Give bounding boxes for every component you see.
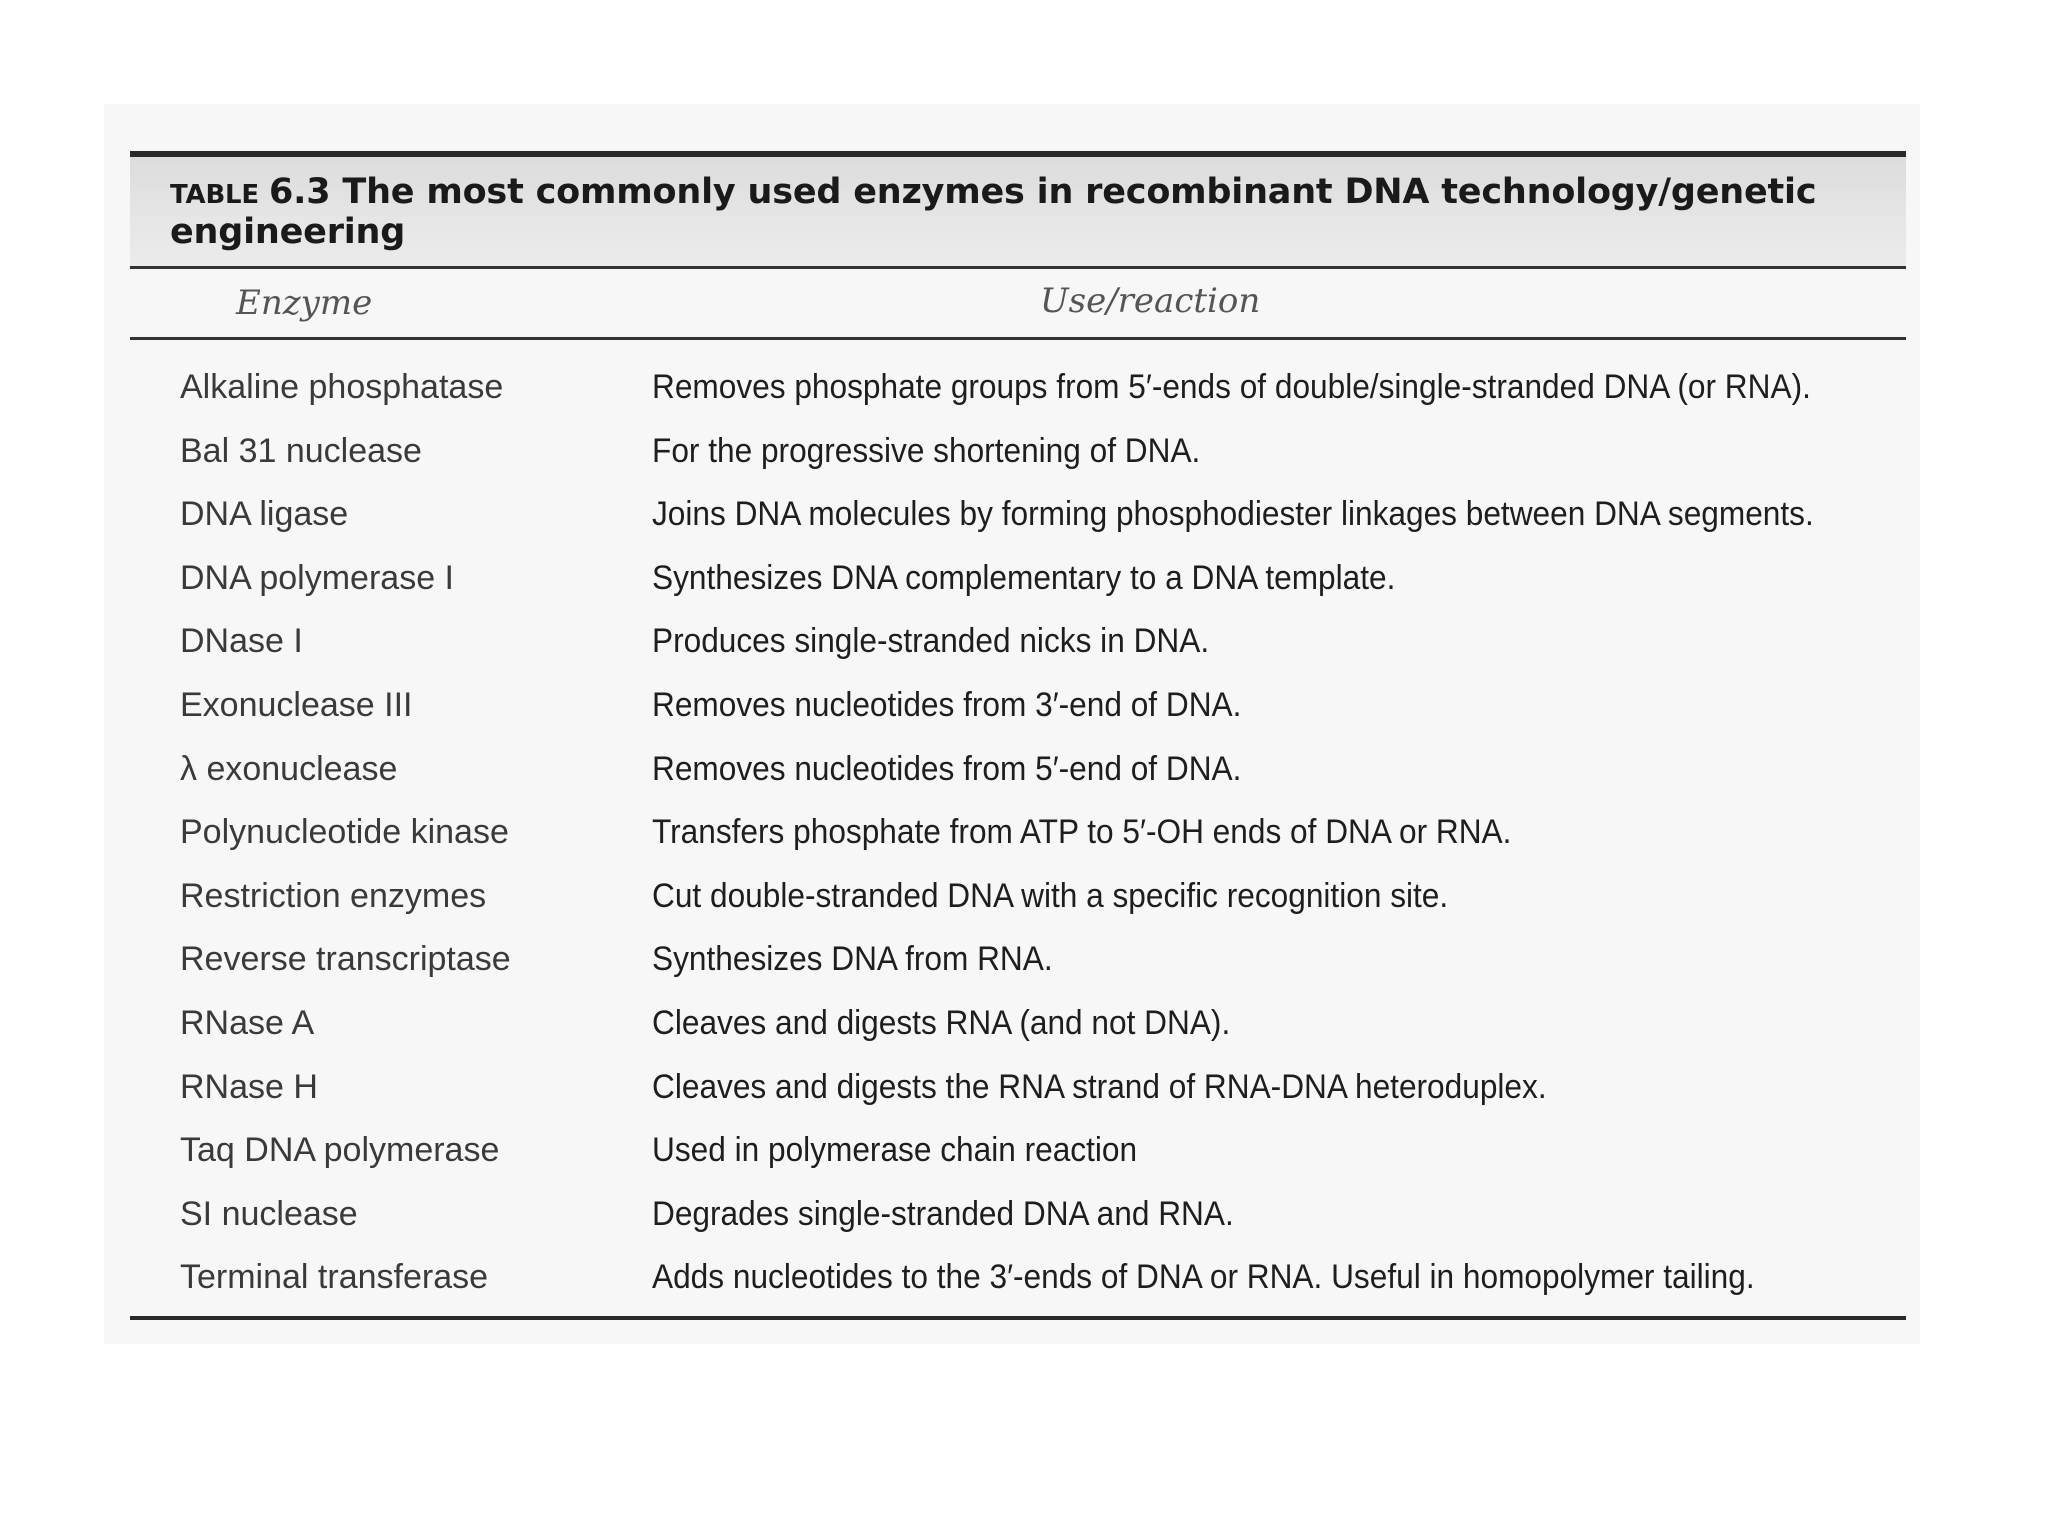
table-row: [130, 676, 1906, 740]
use-cell: Synthesizes DNA from RNA.: [652, 940, 1053, 979]
use-cell: For the progressive shortening of DNA.: [652, 431, 1201, 470]
use-cell: Synthesizes DNA complementary to a DNA template.: [652, 558, 1396, 597]
table-row: [130, 1121, 1906, 1185]
enzyme-cell: Reverse transcriptase: [180, 940, 511, 979]
table-row: [130, 358, 1906, 422]
use-cell: Cleaves and digests RNA (and not DNA).: [652, 1003, 1231, 1042]
table-row: [130, 994, 1906, 1058]
table-row: [130, 1185, 1906, 1249]
enzyme-cell: RNase A: [180, 1003, 315, 1042]
use-cell: Joins DNA molecules by forming phosphodiester linkages between DNA segments.: [652, 495, 1814, 534]
table-row: [130, 740, 1906, 804]
use-cell: Transfers phosphate from ATP to 5′-OH ends of DNA or RNA.: [652, 813, 1512, 852]
table-row: [130, 930, 1906, 994]
table-row: [130, 803, 1906, 867]
enzyme-cell: Restriction enzymes: [180, 876, 487, 915]
table-label: TABLE: [170, 179, 259, 210]
use-cell: Produces single-stranded nicks in DNA.: [652, 622, 1210, 661]
use-cell: Cut double-stranded DNA with a specific recognition site.: [652, 876, 1449, 915]
use-cell: Removes phosphate groups from 5′-ends of double/single-stranded DNA (or RNA).: [652, 368, 1811, 406]
enzyme-cell: Polynucleotide kinase: [180, 813, 509, 852]
enzyme-cell: Exonuclease III: [180, 685, 413, 724]
table-row: [130, 422, 1906, 486]
table-title-band: [130, 157, 1906, 266]
use-cell: Removes nucleotides from 5′-end of DNA.: [652, 749, 1242, 788]
table-row: [130, 1248, 1906, 1312]
column-header-enzyme: Enzyme: [236, 283, 373, 323]
use-cell: Degrades single-stranded DNA and RNA.: [652, 1194, 1234, 1233]
column-header-use: Use/reaction: [1040, 281, 1261, 321]
table-number: 6.3: [269, 171, 331, 212]
table-header: [130, 269, 1906, 337]
table-title: [170, 172, 1906, 252]
enzyme-cell: Taq DNA polymerase: [180, 1131, 500, 1170]
enzyme-cell: DNase I: [180, 622, 303, 661]
table-row: [130, 612, 1906, 676]
use-cell: Adds nucleotides to the 3′-ends of DNA or RNA. Useful in homopolymer tailing.: [652, 1258, 1755, 1297]
enzyme-cell: RNase H: [180, 1067, 318, 1106]
table-row: [130, 867, 1906, 931]
enzyme-cell: DNA ligase: [180, 495, 349, 534]
enzyme-cell: λ exonuclease: [180, 749, 398, 788]
use-cell: Used in polymerase chain reaction: [652, 1131, 1138, 1170]
table-row: [130, 549, 1906, 613]
table-row: [130, 1058, 1906, 1122]
enzyme-cell: SI nuclease: [180, 1194, 358, 1233]
enzyme-cell: DNA polymerase I: [180, 558, 454, 597]
table-bottom-rule: [130, 1316, 1906, 1320]
use-cell: Removes nucleotides from 3′-end of DNA.: [652, 685, 1242, 724]
table-body: [130, 340, 1906, 1312]
enzyme-cell: Alkaline phosphatase: [180, 368, 504, 406]
enzyme-table: [130, 151, 1906, 1320]
enzyme-cell: Terminal transferase: [180, 1258, 489, 1297]
enzyme-cell: Bal 31 nuclease: [180, 431, 422, 470]
table-caption: The most commonly used enzymes in recombinant DNA technology/genetic engineering: [170, 171, 1817, 252]
use-cell: Cleaves and digests the RNA strand of RNA-DNA heteroduplex.: [652, 1067, 1547, 1106]
table-row: [130, 485, 1906, 549]
